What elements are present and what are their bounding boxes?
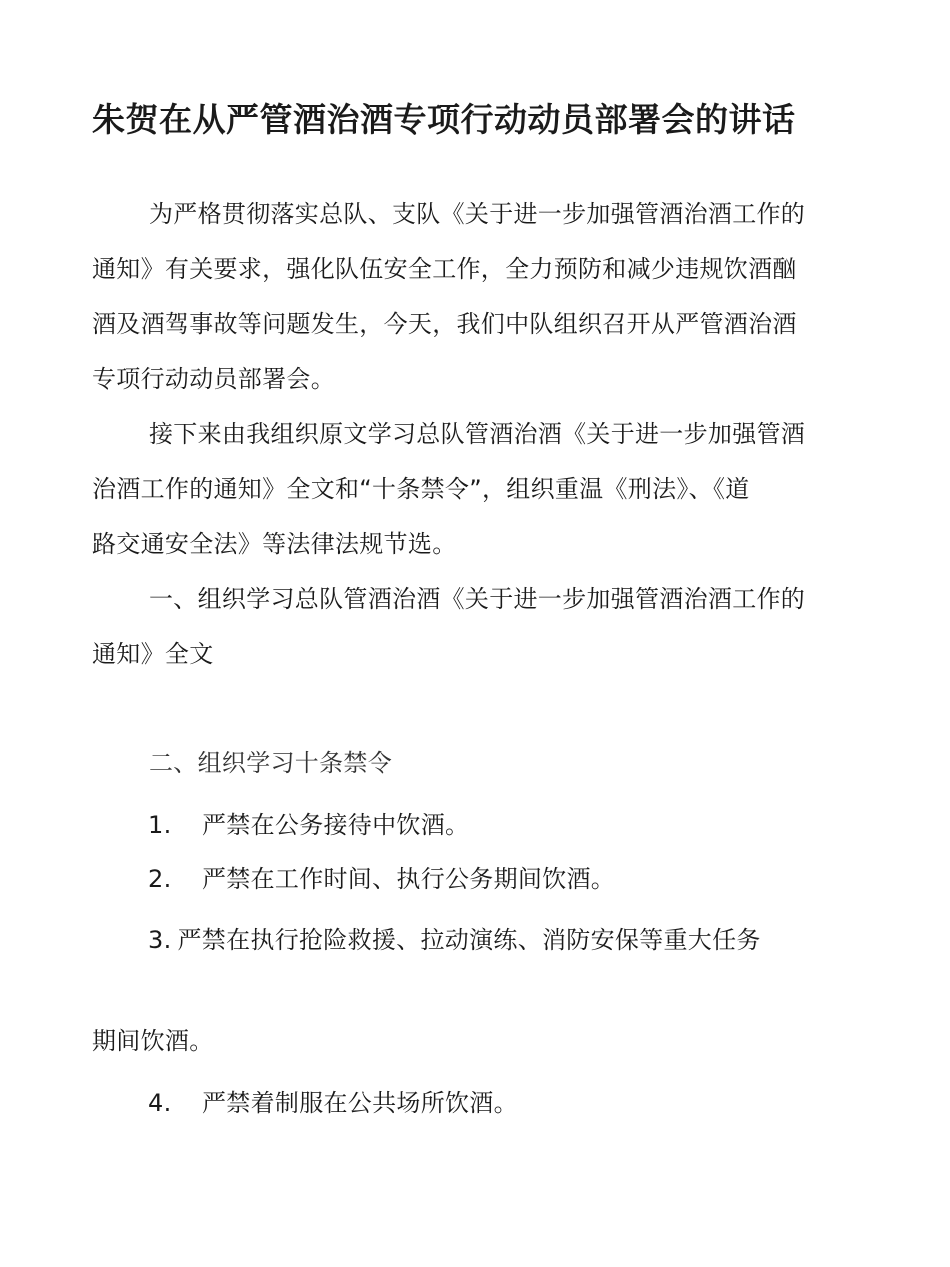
list-item-number: 4. — [148, 1089, 172, 1117]
section-two-heading — [92, 736, 852, 791]
paragraph-intro — [92, 187, 852, 407]
list-item — [148, 1083, 518, 1123]
paragraph-line: 专项行动动员部署会。 — [92, 365, 335, 393]
section-heading-text: 二、组织学习十条禁令 — [149, 749, 392, 777]
list-item-text: 严禁在公务接待中饮酒。 — [202, 811, 470, 839]
list-item-text: 严禁在执行抢险救援、拉动演练、消防安保等重大任务 — [177, 926, 761, 954]
paragraph-line: 通知》有关要求，强化队伍安全工作，全力预防和减少违规饮酒酗 — [92, 255, 797, 283]
list-item-number: 2. — [148, 865, 172, 893]
list-item-continuation: 期间饮酒。 — [92, 1027, 214, 1055]
paragraph-line: 为严格贯彻落实总队、支队《关于进一步加强管酒治酒工作的 — [149, 200, 806, 228]
paragraph-line: 路交通安全法》等法律法规节选。 — [92, 530, 457, 558]
paragraph-line: 治酒工作的通知》全文和“十条禁令”，组织重温《刑法》、《道 — [92, 475, 750, 503]
list-item — [148, 920, 761, 960]
list-item-text: 严禁在工作时间、执行公务期间饮酒。 — [202, 865, 616, 893]
list-item — [148, 805, 469, 845]
paragraph-line: 接下来由我组织原文学习总队管酒治酒《关于进一步加强管酒 — [149, 420, 806, 448]
section-line: 通知》全文 — [92, 640, 214, 668]
paragraph-study-plan — [92, 407, 852, 572]
list-item-text: 严禁着制服在公共场所饮酒。 — [202, 1089, 518, 1117]
list-item — [148, 859, 615, 899]
section-line: 一、组织学习总队管酒治酒《关于进一步加强管酒治酒工作的 — [149, 585, 806, 613]
paragraph-line: 酒及酒驾事故等问题发生，今天，我们中队组织召开从严管酒治酒 — [92, 310, 797, 338]
list-item-number: 1. — [148, 811, 172, 839]
list-item-number: 3. — [148, 926, 172, 954]
section-one-heading — [92, 572, 852, 682]
document-title: 朱贺在从严管酒治酒专项行动动员部署会的讲话 — [92, 100, 796, 139]
